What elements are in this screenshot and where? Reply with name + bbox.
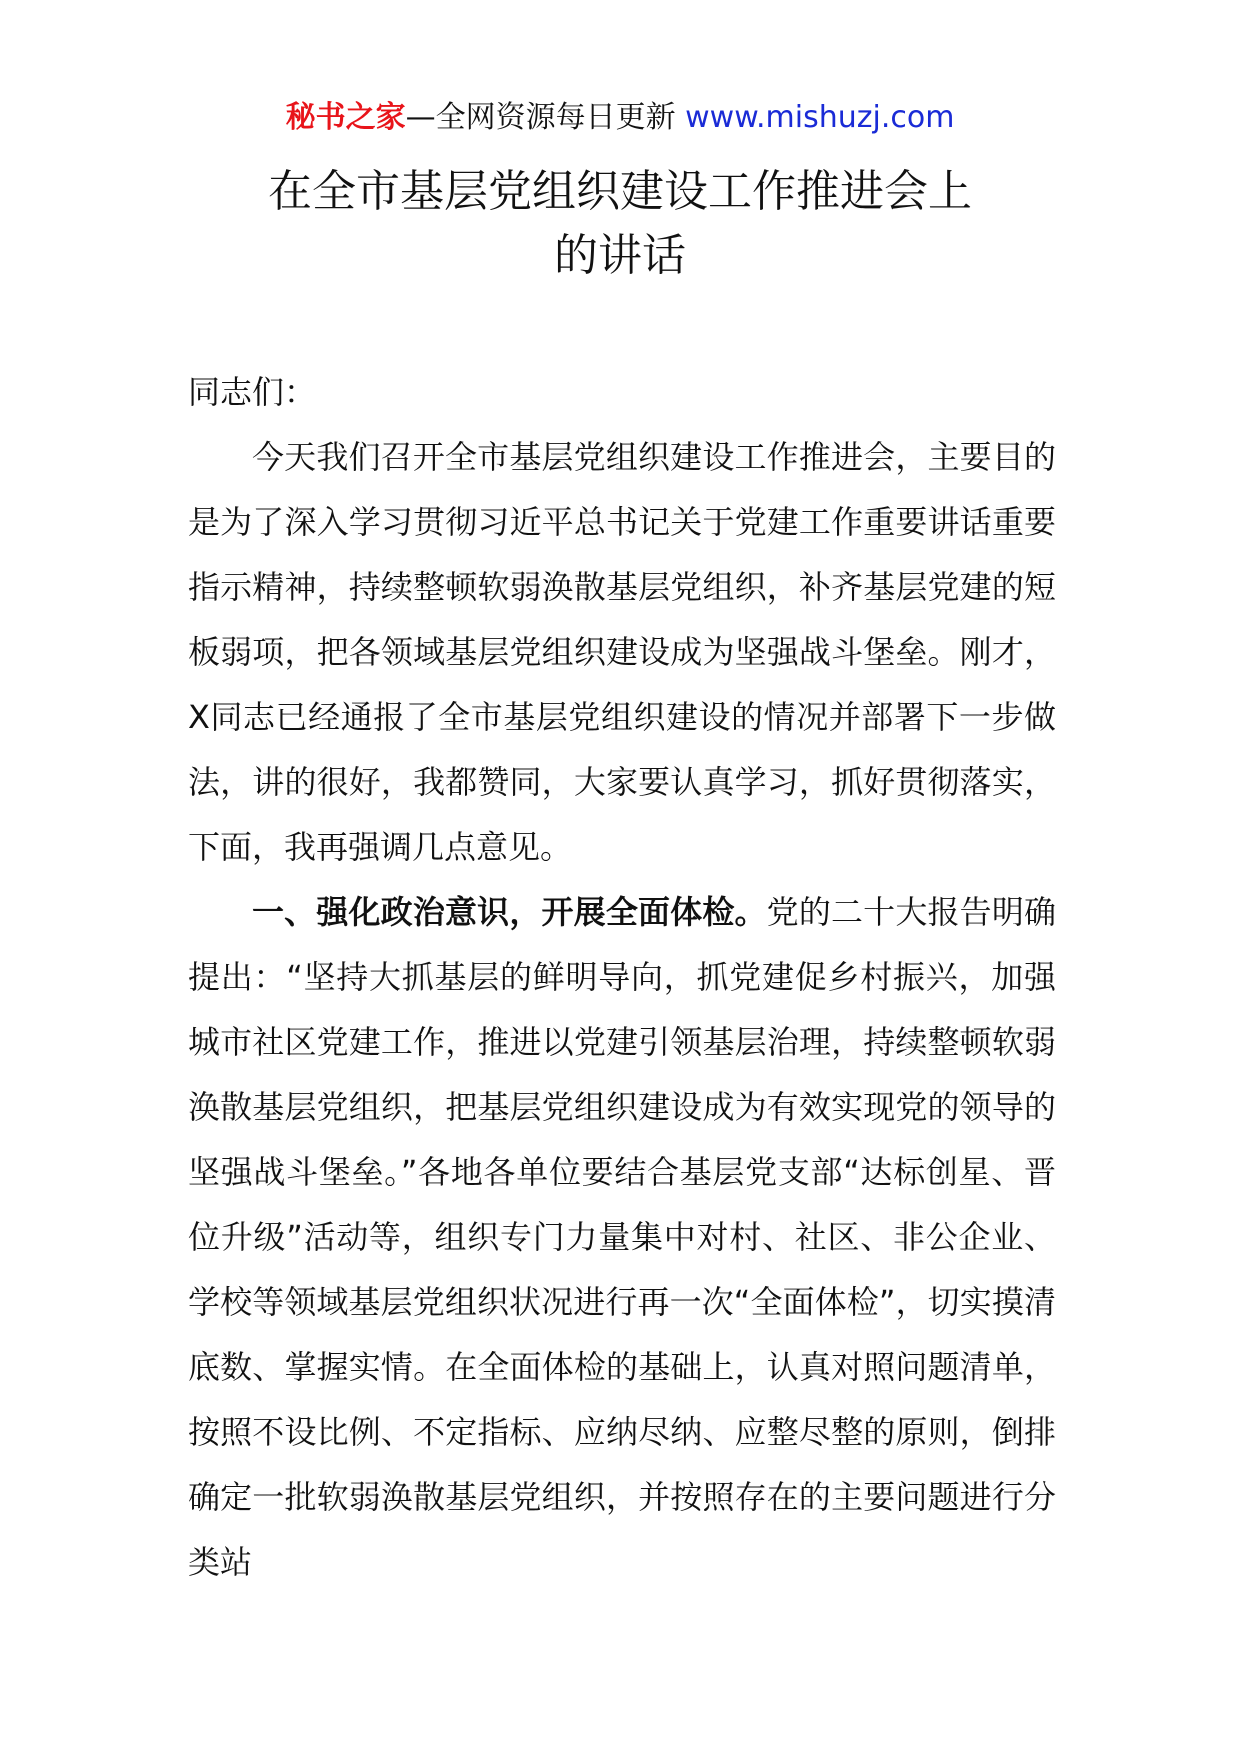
paragraph-section-1 [188,880,1056,1595]
paragraph-intro: 今天我们召开全市基层党组织建设工作推进会，主要目的是为了深入学习贯彻习近平总书记关于党建工作重要讲话重要指示精神，持续整顿软弱涣散基层党组织，补齐基层党建的短板弱项，把各领域基层党组织建设成为坚强战斗堡垒。刚才，X同志已经通报了全市基层党组织建设的情况并部署下一步做法，讲的很好，我都赞同，大家要认真学习，抓好贯彻落实，下面，我再强调几点意见。 [188,438,1056,866]
section-1-text: 党的二十大报告明确提出：“坚持大抓基层的鲜明导向，抓党建促乡村振兴，加强城市社区党建工作，推进以党建引领基层治理，持续整顿软弱涣散基层党组织，把基层党组织建设成为有效实现党的领导的坚强战斗堡垒。”各地各单位要结合基层党支部“达标创星、晋位升级”活动等，组织专门力量集中对村、社区、非公企业、学校等领域基层党组织状况进行再一次“全面体检”，切实摸清底数、掌握实情。在全面体检的基础上，认真对照问题清单，按照不设比例、不定指标、应纳尽纳、应整尽整的原则，倒排确定一批软弱涣散基层党组织，并按照存在的主要问题进行分类站 [188,893,1056,1581]
banner-slogan: —全网资源每日更新 [405,100,686,135]
site-banner [0,98,1240,138]
title-line-2: 的讲话 [554,230,686,281]
document-title [0,160,1240,288]
title-line-1: 在全市基层党组织建设工作推进会上 [268,166,972,217]
section-1-heading: 一、强化政治意识，开展全面体检。 [252,893,767,931]
document-body [188,360,1056,1595]
site-url-link[interactable]: www.mishuzj.com [685,100,955,135]
brand-name: 秘书之家 [285,100,406,135]
salutation: 同志们： [188,373,317,411]
